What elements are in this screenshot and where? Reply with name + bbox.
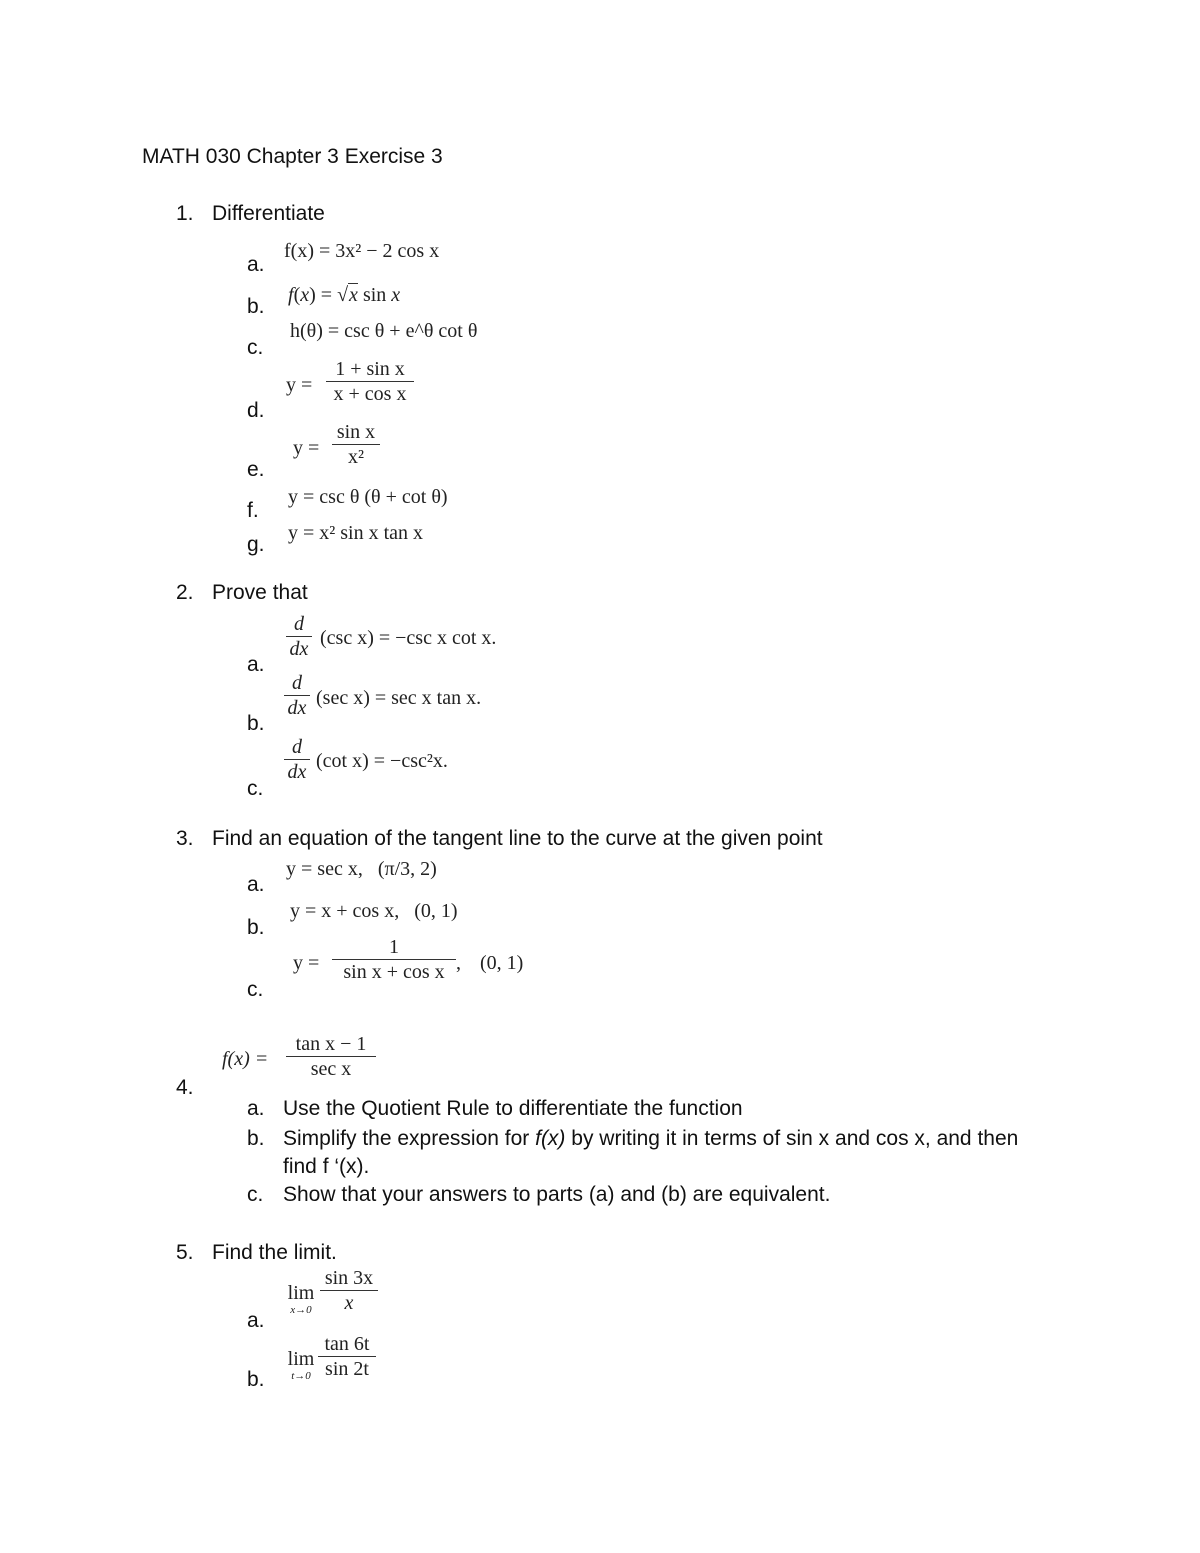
q2-prompt: Prove that (212, 581, 308, 604)
part-b-fx: f(x) (535, 1127, 566, 1150)
q1-expr-a: f(x) = 3x² − 2 cos x (284, 240, 440, 262)
q2-label-b: b. (247, 712, 265, 735)
q1-expr-g: y = x² sin x tan x (288, 522, 424, 544)
q3-prompt: Find an equation of the tangent line to the curve at the given point (212, 827, 823, 850)
q2-expr-c: (cot x) = −csc²x. (316, 750, 448, 772)
numerator: sin x (336, 421, 376, 443)
denominator: x (344, 1292, 354, 1314)
q3-expr-c-lhs: y = (293, 952, 320, 974)
q1-label-c: c. (247, 336, 264, 359)
q5-prompt: Find the limit. (212, 1241, 337, 1264)
q1-prompt: Differentiate (212, 202, 325, 225)
q1-label-b: b. (247, 295, 265, 318)
q4-label-b: b. (247, 1127, 265, 1150)
denominator: sin 2t (325, 1358, 369, 1380)
q4-label-c: c. (247, 1183, 264, 1206)
numerator: tan x − 1 (295, 1033, 367, 1055)
q5-label-a: a. (247, 1309, 265, 1332)
q5-expr-b-fraction (318, 1332, 376, 1381)
numerator: 1 + sin x (335, 358, 405, 380)
q1-label-g: g. (247, 533, 265, 556)
q1-expr-d-fraction (326, 357, 414, 406)
q2-number: 2. (176, 581, 194, 604)
q3-expr-a: y = sec x, (π/3, 2) (286, 858, 437, 880)
q1-expr-f: y = csc θ (θ + cot θ) (288, 486, 448, 508)
q4-part-c: Show that your answers to parts (a) and (b) are equivalent. (283, 1183, 831, 1206)
q3-expr-c-comma: , (456, 952, 461, 974)
q4-label-a: a. (247, 1097, 265, 1120)
q4-part-b-line1 (283, 1127, 1018, 1151)
q5-limit-b (285, 1348, 317, 1382)
q1-label-a: a. (247, 253, 265, 276)
q1-expr-e-fraction (332, 420, 380, 469)
lim-subscript: t→0 (291, 1370, 311, 1382)
denominator: sin x + cos x (343, 961, 445, 983)
q5-label-b: b. (247, 1368, 265, 1391)
q1-expr-e-lhs: y = (293, 437, 320, 459)
dx-denominator: dx (287, 697, 307, 719)
dx-denominator: dx (289, 638, 309, 660)
lim-word: lim (287, 1282, 315, 1304)
q2-derivative-a (286, 612, 312, 661)
part-b-text: Simplify the expression for (283, 1127, 536, 1150)
q2-expr-a: (csc x) = −csc x cot x. (320, 627, 497, 649)
q3-label-b: b. (247, 916, 265, 939)
numerator: tan 6t (324, 1333, 370, 1355)
q3-expr-b: y = x + cos x, (0, 1) (290, 900, 458, 922)
numerator: sin 3x (324, 1267, 374, 1289)
denominator: sec x (310, 1058, 352, 1080)
q1-number: 1. (176, 202, 194, 225)
q4-part-b-line2: find f ‘(x). (283, 1155, 370, 1178)
q4-expr-lhs: f(x) = (222, 1048, 269, 1070)
q5-limit-a (285, 1282, 317, 1316)
q4-part-a: Use the Quotient Rule to differentiate the function (283, 1097, 743, 1120)
dx-denominator: dx (287, 761, 307, 783)
q3-label-a: a. (247, 873, 265, 896)
q1-label-e: e. (247, 458, 265, 481)
q1-expr-c: h(θ) = csc θ + e^θ cot θ (290, 320, 478, 342)
q4-number: 4. (176, 1076, 194, 1099)
denominator: x² (348, 446, 364, 468)
q2-label-a: a. (247, 653, 265, 676)
q5-number: 5. (176, 1241, 194, 1264)
lim-subscript: x→0 (290, 1304, 312, 1316)
q3-expr-c-fraction (332, 935, 456, 984)
denominator: x + cos x (333, 383, 407, 405)
q1-label-d: d. (247, 399, 265, 422)
numerator: 1 (389, 936, 399, 958)
q3-expr-c-point: (0, 1) (480, 952, 524, 974)
q1-expr-b: f(x) = √x sin x (288, 284, 401, 306)
q3-label-c: c. (247, 978, 264, 1001)
q5-expr-a-fraction (320, 1266, 378, 1315)
page-title: MATH 030 Chapter 3 Exercise 3 (142, 145, 443, 168)
d-numerator: d (292, 672, 302, 694)
q2-label-c: c. (247, 777, 264, 800)
part-b-text-cont: by writing it in terms of sin x and cos x, and then (565, 1127, 1019, 1150)
d-numerator: d (292, 736, 302, 758)
q4-expr-fraction (286, 1032, 376, 1081)
q2-derivative-c (284, 735, 310, 784)
q2-expr-b: (sec x) = sec x tan x. (316, 687, 482, 709)
q1-label-f: f. (247, 499, 259, 522)
lim-word: lim (287, 1348, 315, 1370)
q2-derivative-b (284, 671, 310, 720)
q3-number: 3. (176, 827, 194, 850)
d-numerator: d (294, 613, 304, 635)
q1-expr-d-lhs: y = (286, 374, 313, 396)
